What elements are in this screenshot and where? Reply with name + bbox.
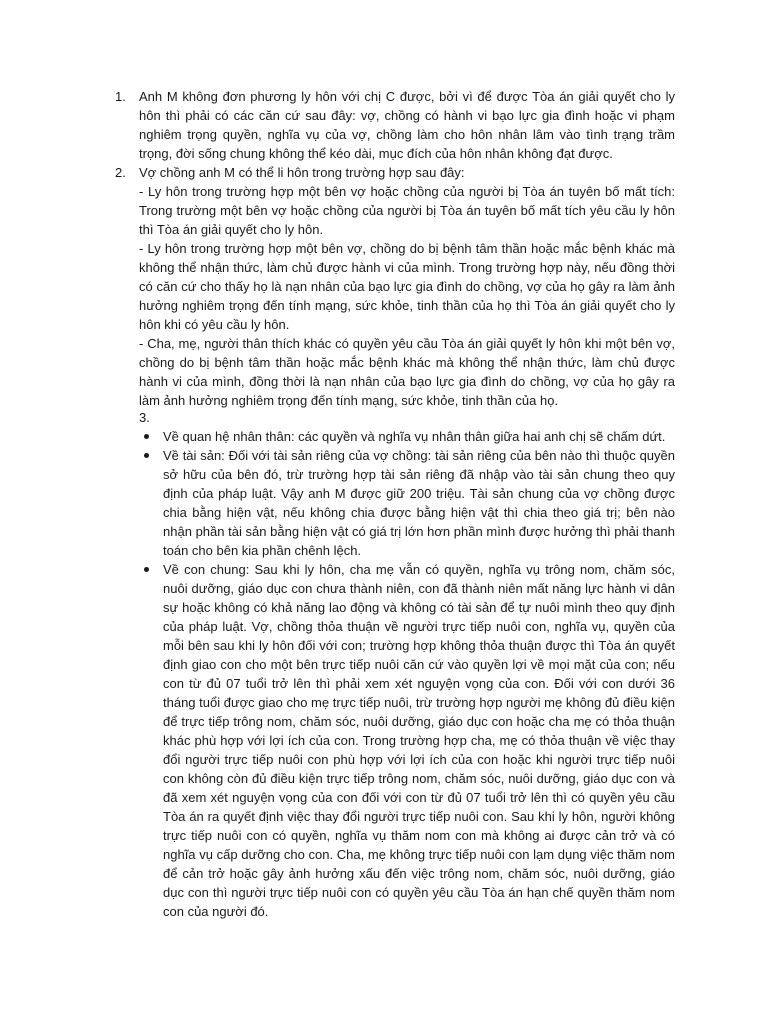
list-marker-1: 1. bbox=[115, 89, 126, 104]
bullet-text: Về con chung: Sau khi ly hôn, cha mẹ vẫn có quyền, nghĩa vụ trông nom, chăm sóc, nuôi dưỡng, giáo dục con chưa thành niên, con đã thành niên mất năng lực hành vi dân sự hoặc không có khả năng lao động và không có tài sản để tự nuôi mình theo quy định của pháp luật. Vợ, chồng thỏa thuận về người trực tiếp nuôi con, nghĩa vụ, quyền của mỗi bên sau khi ly hôn đối với con; trường hợp không thỏa thuận được thì Tòa án quyết định giao con cho một bên trực tiếp nuôi căn cứ vào quyền lợi về mọi mặt của con; nếu con từ đủ 07 tuổi trở lên thì phải xem xét nguyện vọng của con. Đối với con dưới 36 tháng tuổi được giao cho mẹ trực tiếp nuôi, trừ trường hợp người mẹ không đủ điều kiện để trực tiếp trông nom, chăm sóc, nuôi dưỡng, giáo dục con hoặc cha mẹ có thỏa thuận khác phù hợp với lợi ích của con. Trong trường hợp cha, mẹ có thỏa thuận về việc thay đổi người trực tiếp nuôi con phù hợp với lợi ích của con hoặc khi người trực tiếp nuôi con không còn đủ điều kiện trực tiếp trông nom, chăm sóc, nuôi dưỡng, giáo dục con và đã xem xét nguyện vọng của con đối với con từ đủ 07 tuổi trở lên thì có quyền yêu cầu Tòa án ra quyết định việc thay đổi người trực tiếp nuôi con. Sau khi ly hôn, người không trực tiếp nuôi con có quyền, nghĩa vụ thăm nom con mà không ai được cản trở và có nghĩa vụ cấp dưỡng cho con. Cha, mẹ không trực tiếp nuôi con lạm dụng việc thăm nom để cản trở hoặc gây ảnh hưởng xấu đến việc trông nom, chăm sóc, nuôi dưỡng, giáo dục con thì người trực tiếp nuôi con có quyền yêu cầu Tòa án hạn chế quyền thăm nom con của người đó. bbox=[163, 562, 675, 919]
paragraph: - Ly hôn trong trường hợp một bên vợ hoặc chồng của người bị Tòa án tuyên bố mất tích: Trong trường một bên vợ hoặc chồng của người bị Tòa án tuyên bố mất tích yêu cầu ly hôn thì Tòa án giải quyết cho ly hôn. bbox=[139, 184, 675, 237]
list-item bbox=[139, 427, 675, 446]
paragraph: Anh M không đơn phương ly hôn với chị C được, bởi vì để được Tòa án giải quyết cho ly hôn thì phải có các căn cứ sau đây: vợ, chồng có hành vi bạo lực gia đình hoặc vi phạm nghiêm trọng quyền, nghĩa vụ của vợ, chồng làm cho hôn nhân lâm vào tình trạng trầm trọng, đời sống chung không thể kéo dài, mục đích của hôn nhân không đạt được. bbox=[139, 89, 675, 161]
bullet-icon bbox=[144, 453, 149, 458]
list-marker-2: 2. bbox=[115, 165, 126, 180]
list-item-1 bbox=[139, 87, 675, 163]
bullet-list bbox=[139, 427, 675, 921]
paragraph: Vợ chồng anh M có thể li hôn trong trường hợp sau đây: bbox=[139, 165, 465, 180]
bullet-text: Về quan hệ nhân thân: các quyền và nghĩa vụ nhân thân giữa hai anh chị sẽ chấm dứt. bbox=[163, 429, 666, 444]
list-item bbox=[139, 560, 675, 921]
paragraph: - Ly hôn trong trường hợp một bên vợ, chồng do bị bệnh tâm thần hoặc mắc bệnh khác mà không thể nhận thức, làm chủ được hành vi của mình. Trong trường hợp này, nếu đồng thời có căn cứ cho thấy họ là nạn nhân của bạo lực gia đình do chồng, vợ của họ gây ra làm ảnh hưởng nghiêm trọng đến tính mạng, sức khỏe, tinh thần của họ thì Tòa án giải quyết cho ly hôn khi có yêu cầu ly hôn. bbox=[139, 241, 675, 332]
bullet-icon bbox=[144, 434, 149, 439]
bullet-icon bbox=[144, 567, 149, 572]
paragraph: - Cha, mẹ, người thân thích khác có quyền yêu cầu Tòa án giải quyết ly hôn khi một bên vợ, chồng do bị bệnh tâm thần hoặc mắc bệnh khác mà không thể nhận thức, làm chủ được hành vi của mình, đồng thời là nạn nhân của bạo lực gia đình do chồng, vợ của họ gây ra làm ảnh hưởng nghiêm trọng đến tính mạng, sức khỏe, tinh thần của họ. bbox=[139, 336, 675, 408]
list-marker-3: 3. bbox=[139, 410, 150, 425]
bullet-text: Về tài sản: Đối với tài sản riêng của vợ chồng: tài sản riêng của bên nào thì thuộc quyền sở hữu của bên đó, trừ trường hợp tài sản riêng đã nhập vào tài sản chung theo quy định của pháp luật. Vậy anh M được giữ 200 triệu. Tài sản chung của vợ chồng được chia bằng hiện vật, nếu không chia được bằng hiện vật thì chia theo giá trị; bên nào nhận phần tài sản bằng hiện vật có giá trị lớn hơn phần mình được hưởng thì phải thanh toán cho bên kia phần chênh lệch. bbox=[163, 448, 675, 558]
list-item bbox=[139, 446, 675, 560]
list-item-2 bbox=[139, 163, 675, 410]
